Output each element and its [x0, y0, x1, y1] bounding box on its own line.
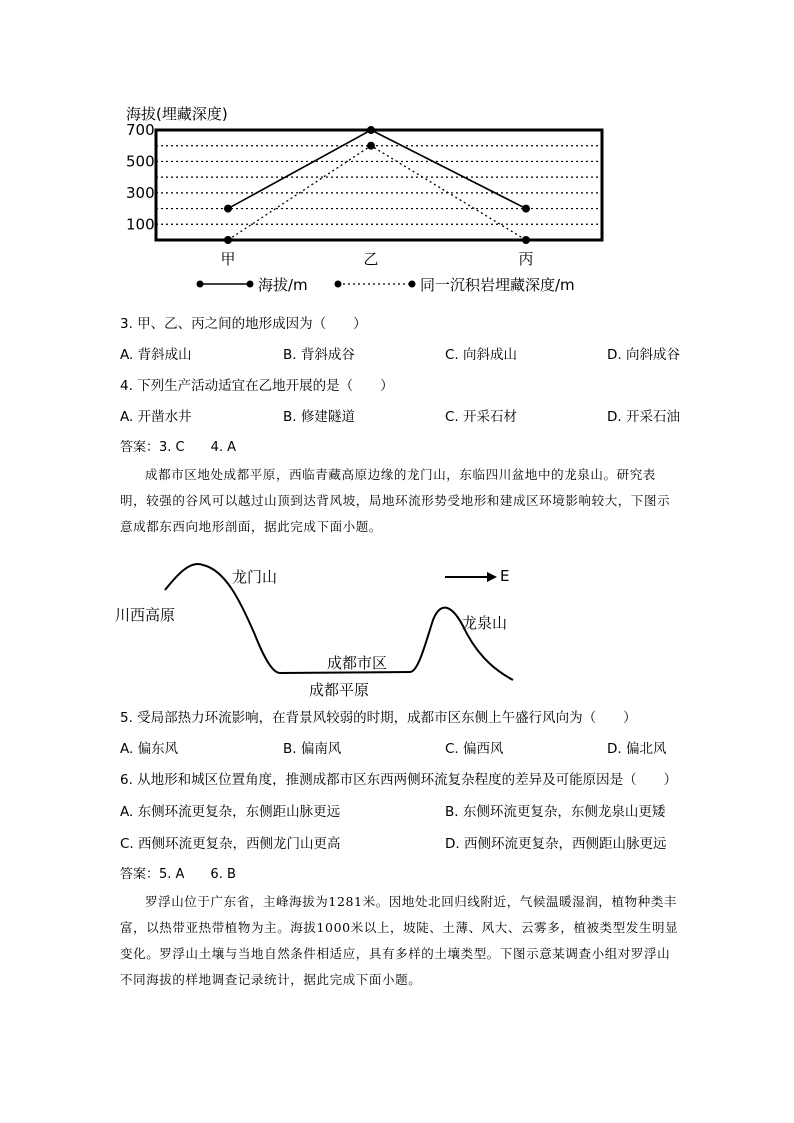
- q5-option-c[interactable]: C. 偏西风: [445, 741, 504, 757]
- elevation-point: [522, 205, 530, 213]
- depth-point: [367, 142, 375, 150]
- q6-option-c[interactable]: C. 西侧环流更复杂，西侧龙门山更高: [120, 836, 341, 852]
- elevation-point: [224, 205, 232, 213]
- label-chengdu-city: 成都市区: [327, 654, 388, 672]
- q3-option-d[interactable]: D. 向斜成谷: [607, 347, 680, 363]
- q5-option-d[interactable]: D. 偏北风: [607, 741, 667, 757]
- q3-option-c[interactable]: C. 向斜成山: [445, 347, 518, 363]
- legend-label-depth: 同一沉积岩埋藏深度/m: [420, 276, 575, 294]
- legend-label-elevation: 海拔/m: [258, 276, 308, 294]
- label-west-plateau: 川西高原: [115, 606, 176, 624]
- q5-option-b[interactable]: B. 偏南风: [283, 741, 342, 757]
- y-tick-label: 500: [126, 152, 155, 171]
- answer-5-6: 答案：5. A 6. B: [120, 867, 236, 882]
- q4-option-d[interactable]: D. 开采石油: [607, 409, 680, 425]
- chart-frame: [156, 130, 602, 240]
- elevation-depth-chart: [120, 122, 610, 307]
- question-5: 5. 受局部热力环流影响，在背景风较弱的时期，成都市区东侧上午盛行风向为（ ）: [120, 710, 637, 726]
- q4-option-a[interactable]: A. 开凿水井: [120, 409, 192, 425]
- x-category-label: 乙: [363, 250, 379, 268]
- elevation-point: [367, 126, 375, 134]
- question-6: 6. 从地形和城区位置角度，推测成都市区东西两侧环流复杂程度的差异及可能原因是（ ）: [120, 772, 678, 788]
- passage-chengdu: 成都市区地处成都平原，西临青藏高原边缘的龙门山，东临四川盆地中的龙泉山。研究表明，较强的谷风可以越过山顶到达背风坡，局地环流形势受地形和建成区环境影响较大，下图示意成都东西向地形剖面，据此完成下面小题。: [120, 467, 671, 534]
- legend-marker: [335, 281, 342, 288]
- answer-3-4: 答案：3. C 4. A: [120, 440, 237, 455]
- q3-option-b[interactable]: B. 背斜成谷: [283, 347, 355, 363]
- q6-option-b[interactable]: B. 东侧环流更复杂，东侧龙泉山更矮: [445, 804, 666, 820]
- question-3: 3. 甲、乙、丙之间的地形成因为（ ）: [120, 316, 367, 332]
- legend-marker: [197, 281, 204, 288]
- label-longmen-mountain: 龙门山: [232, 568, 278, 586]
- east-arrow-head: [487, 572, 497, 582]
- legend-marker: [409, 281, 416, 288]
- y-tick-label: 300: [126, 183, 155, 202]
- q3-option-a[interactable]: A. 背斜成山: [120, 347, 192, 363]
- depth-point: [224, 236, 232, 244]
- legend-marker: [247, 281, 254, 288]
- x-category-label: 甲: [220, 250, 236, 268]
- x-category-label: 丙: [518, 250, 534, 268]
- q4-option-b[interactable]: B. 修建隧道: [283, 409, 355, 425]
- q6-option-a[interactable]: A. 东侧环流更复杂，东侧距山脉更远: [120, 804, 341, 820]
- label-chengdu-plain: 成都平原: [309, 681, 370, 699]
- label-longquan-mountain: 龙泉山: [462, 614, 508, 632]
- q5-option-a[interactable]: A. 偏东风: [120, 741, 179, 757]
- elevation-line: [228, 130, 526, 209]
- passage-luofu: 罗浮山位于广东省，主峰海拔为1281米。因地处北回归线附近，气候温暖湿润，植物种类丰富，以热带亚热带植物为主。海拔1000米以上，坡陡、土薄、风大、云雾多，植被类型发生明显变化。罗浮山土壤与当地自然条件相适应，具有多样的土壤类型。下图示意某调查小组对罗浮山不同海拔的样地调查记录统计，据此完成下面小题。: [120, 894, 679, 987]
- question-4: 4. 下列生产活动适宜在乙地开展的是（ ）: [120, 378, 394, 394]
- y-tick-label: 100: [126, 215, 155, 234]
- label-east: E: [500, 567, 510, 585]
- q4-option-c[interactable]: C. 开采石材: [445, 409, 518, 425]
- q6-option-d[interactable]: D. 西侧环流更复杂，西侧距山脉更远: [445, 836, 667, 852]
- depth-point: [522, 236, 530, 244]
- y-tick-label: 700: [126, 122, 155, 139]
- chart1-ylabel: 海拔(埋藏深度): [126, 105, 228, 123]
